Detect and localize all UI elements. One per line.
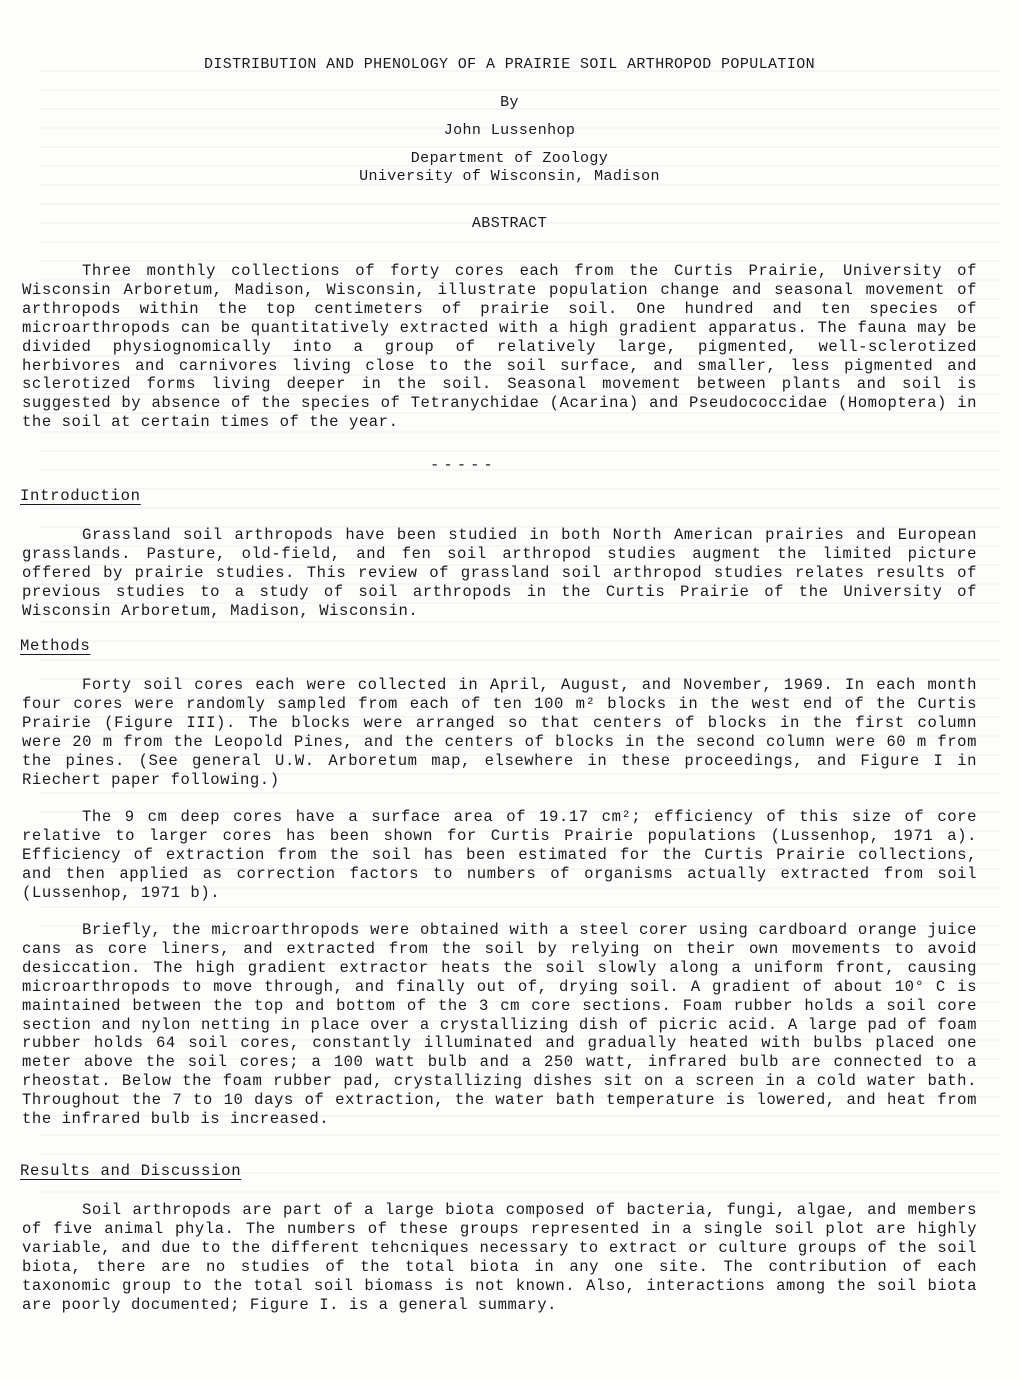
bleed-through-line bbox=[40, 203, 1000, 205]
section-separator: ----- bbox=[430, 456, 497, 474]
byline-by: By bbox=[500, 94, 519, 111]
results-paragraph-1: Soil arthropods are part of a large biota composed of bacteria, fungi, algae, and members of five animal phyla. The numbers of these groups represented in a single soil plot are highly variable, and due to the different tehcniques necessary to extract or culture groups of the soil biota, there are no studies of the total biota in any one site. The contribution of each taxonomic group to the total soil biomass is not known. Also, interactions among the soil biota are poorly documented; Figure I. is a general summary. bbox=[22, 1201, 977, 1314]
bleed-through-line bbox=[40, 89, 1000, 91]
bleed-through-line bbox=[40, 640, 1000, 642]
abstract-text: Three monthly collections of forty cores each from the Curtis Prairie, University of Wisconsin Arboretum, Madison, Wisconsin, illustrate population change and seasonal movement of arthropods within the top centimeters of prairie soil. One hundred and ten species of microarthropods can be quantitatively extracted with a high gradient apparatus. The fauna may be divided physiognomically into a group of relatively large, pigmented, well-sclerotized herbivores and carnivores living close to the soil surface, and smaller, less pigmented and sclerotized forms living deeper in the soil. Seasonal movement between plants and soil is suggested by absence of the species of Tetranychidae (Acarina) and Pseudococcidae (Homoptera) in the soil at certain times of the year. bbox=[22, 262, 977, 432]
results-heading: Results and Discussion bbox=[20, 1162, 242, 1180]
department: Department of Zoology bbox=[410, 150, 609, 167]
bleed-through-line bbox=[40, 792, 1000, 794]
bleed-through-line bbox=[40, 906, 1000, 908]
methods-paragraph-1: Forty soil cores each were collected in April, August, and November, 1969. In each month four cores were randomly sampled from each of ten 100 m² blocks in the west end of the Curtis Prairie (Figure III). The blocks were arranged so that centers of blocks in the first column were 20 m from the Leopold Pines, and the centers of blocks in the second column were 60 m from the pines. (See general U.W. Arboretum map, elsewhere in these proceedings, and Figure I in Riechert paper following.) bbox=[22, 676, 977, 789]
methods-paragraph-3: Briefly, the microarthropods were obtained with a steel corer using cardboard orange juice cans as core liners, and extracted from the soil by relying on their own movements to avoid desiccation. The high gradient extractor heats the soil slowly along a uniform front, causing microarthropods to move through, and finally out of, drying soil. A gradient of about 10° C is maintained between the top and bottom of the 3 cm core sections. Foam rubber holds a soil core section and nylon netting in place over a crystallizing dish of picric acid. A large pad of foam rubber holds 64 soil cores, constantly illuminated and gradually heated with bulbs placed one meter above the soil cores; a 100 watt bulb and a 250 watt, infrared bulb are connected to a rheostat. Below the foam rubber pad, crystallizing dishes sit on a screen in a cold water bath. Throughout the 7 to 10 days of extraction, the water bath temperature is lowered, and heat from the infrared bulb is increased. bbox=[22, 921, 977, 1129]
bleed-through-line bbox=[40, 507, 1000, 509]
bleed-through-line bbox=[40, 469, 1000, 471]
introduction-heading: Introduction bbox=[20, 487, 141, 505]
bleed-through-line bbox=[40, 621, 1000, 623]
bleed-through-line bbox=[40, 450, 1000, 452]
bleed-through-line bbox=[40, 488, 1000, 490]
bleed-through-line bbox=[40, 241, 1000, 243]
bleed-through-line bbox=[40, 1153, 1000, 1155]
university: University of Wisconsin, Madison bbox=[359, 168, 660, 185]
methods-heading: Methods bbox=[20, 637, 91, 655]
methods-paragraph-2: The 9 cm deep cores have a surface area of 19.17 cm²; efficiency of this size of core relative to larger cores has been shown for Curtis Prairie populations (Lussenhop, 1971 a). Efficiency of extraction from the soil has been estimated for the Curtis Prairie collections, and then applied as correction factors to numbers of organisms actually extracted from soil (Lussenhop, 1971 b). bbox=[22, 808, 977, 902]
bleed-through-line bbox=[40, 1134, 1000, 1136]
paper-title: DISTRIBUTION AND PHENOLOGY OF A PRAIRIE SOIL ARTHROPOD POPULATION bbox=[203, 56, 816, 73]
bleed-through-line bbox=[40, 659, 1000, 661]
bleed-through-line bbox=[40, 146, 1000, 148]
bleed-through-line bbox=[40, 1191, 1000, 1193]
author-name: John Lussenhop bbox=[443, 122, 576, 139]
abstract-label: ABSTRACT bbox=[471, 215, 548, 232]
introduction-text: Grassland soil arthropods have been studied in both North American prairies and European grasslands. Pasture, old-field, and fen soil arthropod studies augment the limited picture offered by prairie studies. This review of grassland soil arthropod studies relates results of previous studies to a study of soil arthropods in the Curtis Prairie of the University of Wisconsin Arboretum, Madison, Wisconsin. bbox=[22, 526, 977, 620]
